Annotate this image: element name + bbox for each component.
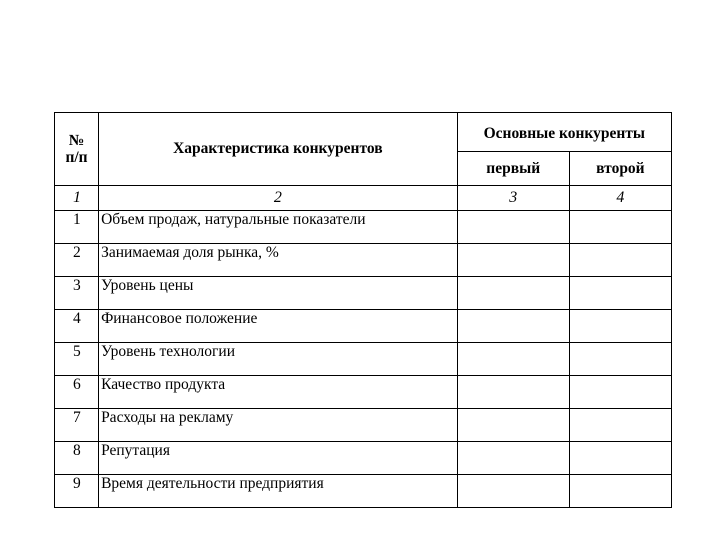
row-first-value xyxy=(457,343,569,376)
row-second-value xyxy=(569,211,671,244)
row-second-value xyxy=(569,475,671,508)
row-second-value xyxy=(569,244,671,277)
row-first-value xyxy=(457,442,569,475)
table-row xyxy=(55,310,672,343)
num-header-line2: п/п xyxy=(65,149,88,166)
row-number: 4 xyxy=(55,310,99,343)
row-characteristic: Репутация xyxy=(99,442,458,475)
row-second-value xyxy=(569,442,671,475)
row-number: 3 xyxy=(55,277,99,310)
column-number-4: 4 xyxy=(569,186,671,211)
row-number: 5 xyxy=(55,343,99,376)
table-row xyxy=(55,343,672,376)
row-characteristic: Время деятельности предприятия xyxy=(99,475,458,508)
row-characteristic: Качество продукта xyxy=(99,376,458,409)
first-competitor-header: первый xyxy=(457,152,569,186)
table-row xyxy=(55,244,672,277)
num-header-line1: № xyxy=(68,131,85,149)
row-number: 9 xyxy=(55,475,99,508)
table-row xyxy=(55,376,672,409)
row-first-value xyxy=(457,244,569,277)
row-second-value xyxy=(569,409,671,442)
table-row xyxy=(55,475,672,508)
row-characteristic: Уровень цены xyxy=(99,277,458,310)
table-row xyxy=(55,211,672,244)
column-number-row xyxy=(55,186,672,211)
column-number-1: 1 xyxy=(55,186,99,211)
row-number: 1 xyxy=(55,211,99,244)
main-competitors-header: Основные конкуренты xyxy=(457,113,671,152)
characteristic-header: Характеристика конкурентов xyxy=(99,113,458,186)
row-number: 8 xyxy=(55,442,99,475)
row-characteristic: Уровень технологии xyxy=(99,343,458,376)
competitors-table xyxy=(54,112,672,508)
row-first-value xyxy=(457,211,569,244)
row-characteristic: Расходы на рекламу xyxy=(99,409,458,442)
row-second-value xyxy=(569,310,671,343)
row-second-value xyxy=(569,277,671,310)
row-second-value xyxy=(569,376,671,409)
second-competitor-header: второй xyxy=(569,152,671,186)
column-number-2: 2 xyxy=(99,186,458,211)
row-number: 7 xyxy=(55,409,99,442)
row-first-value xyxy=(457,277,569,310)
num-header-cell xyxy=(55,113,99,186)
row-number: 6 xyxy=(55,376,99,409)
row-first-value xyxy=(457,475,569,508)
row-first-value xyxy=(457,409,569,442)
row-characteristic: Объем продаж, натуральные показатели xyxy=(99,211,458,244)
table-row xyxy=(55,277,672,310)
row-number: 2 xyxy=(55,244,99,277)
header-row-top xyxy=(55,113,672,152)
row-characteristic: Занимаемая доля рынка, % xyxy=(99,244,458,277)
table-row xyxy=(55,409,672,442)
row-first-value xyxy=(457,376,569,409)
table-row xyxy=(55,442,672,475)
row-second-value xyxy=(569,343,671,376)
column-number-3: 3 xyxy=(457,186,569,211)
row-first-value xyxy=(457,310,569,343)
row-characteristic: Финансовое положение xyxy=(99,310,458,343)
